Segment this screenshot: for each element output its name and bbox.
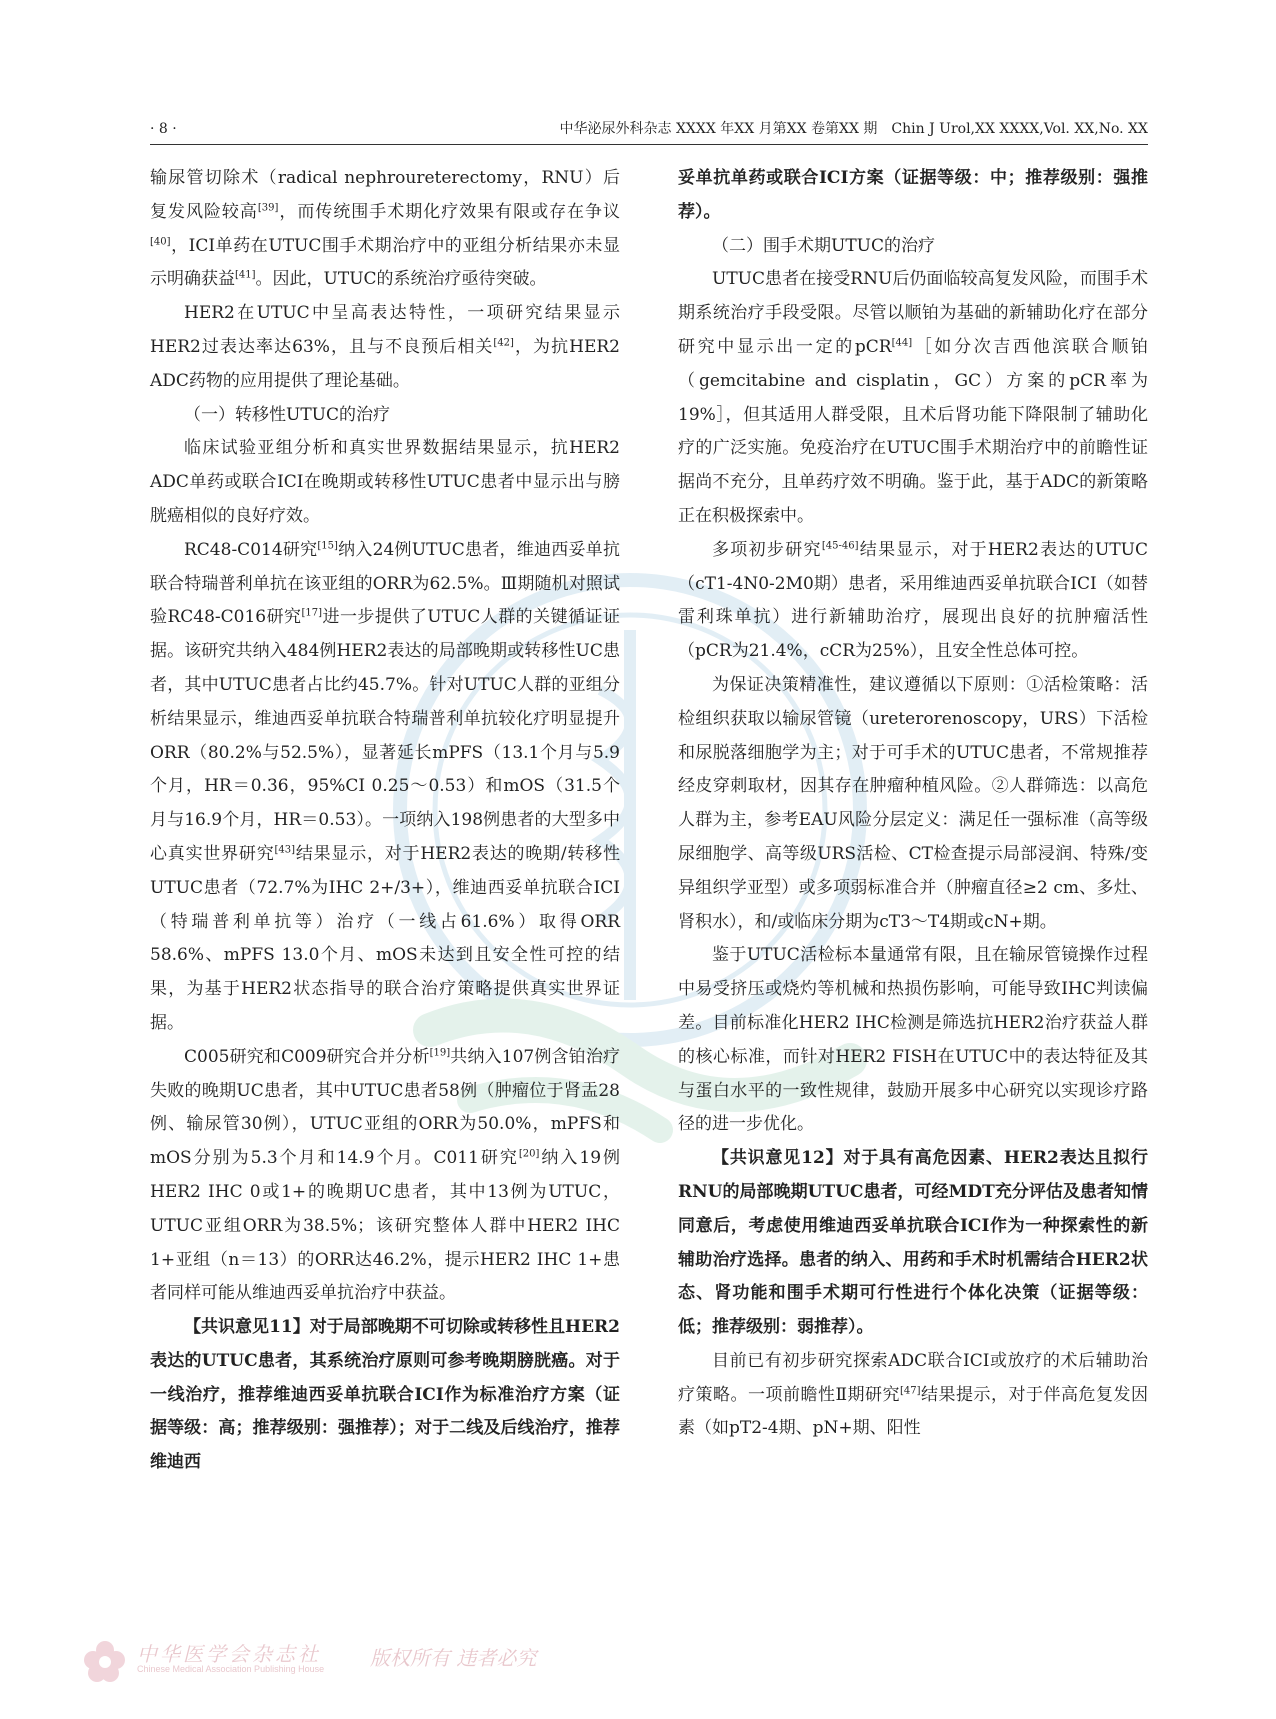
page-number: · 8 · <box>150 121 177 137</box>
paragraph: 目前已有初步研究探索ADC联合ICI或放疗的术后辅助治疗策略。一项前瞻性Ⅱ期研究[47]结果提示，对于伴高危复发因素（如pT2-4期、pN+期、阳性 <box>678 1350 1148 1439</box>
consensus-12: 【共识意见12】对于具有高危因素、HER2表达且拟行RNU的局部晚期UTUC患者，可经MDT充分评估及患者知情同意后，考虑使用维迪西妥单抗联合ICI作为一种探索性的新辅助治疗选择。患者的纳入、用药和手术时机需结合HER2状态、肾功能和围手术期可行性进行个体化决策（证据等级：低；推荐级别：弱推荐）。 <box>678 1148 1148 1338</box>
copyright-slogan: 版权所有 违者必究 <box>370 1646 537 1670</box>
right-column <box>678 162 1148 1446</box>
paragraph: 输尿管切除术（radical nephroureterectomy，RNU）后复发风险较高[39]，而传统围手术期化疗效果有限或存在争议[40]，ICI单药在UTUC围手术期治疗中的亚组分析结果亦未显示明确获益[41]。因此，UTUC的系统治疗亟待突破。 <box>150 168 621 290</box>
paragraph: C005研究和C009研究合并分析[19]共纳入107例含铂治疗失败的晚期UC患者，其中UTUC患者58例（肿瘤位于肾盂28例、输尿管30例），UTUC亚组的ORR为50.0%，mPFS和mOS分别为5.3个月和14.9个月。C011研究[20]纳入19例HER2 IHC 0或1+的晚期UC患者，其中13例为UTUC，UTUC亚组ORR为38.5%；该研究整体人群中HER2 IHC 1+亚组（n＝13）的ORR达46.2%，提示HER2 IHC 1+患者同样可能从维迪西妥单抗治疗中获益。 <box>150 1046 620 1304</box>
consensus-11: 【共识意见11】对于局部晚期不可切除或转移性且HER2表达的UTUC患者，其系统治疗原则可参考晚期膀胱癌。对于一线治疗，推荐维迪西妥单抗联合ICI作为标准治疗方案（证据等级：高；推荐级别：强推荐）；对于二线及后线治疗，推荐维迪西 <box>150 1317 620 1473</box>
header-rule <box>150 144 1148 145</box>
section-heading: （一）转移性UTUC的治疗 <box>184 404 391 425</box>
paragraph: 为保证决策精准性，建议遵循以下原则：①活检策略：活检组织获取以输尿管镜（ureterorenoscopy，URS）下活检和尿脱落细胞学为主；对于可手术的UTUC患者，不常规推荐经皮穿刺取材，因其存在肿瘤种植风险。②人群筛选：以高危人群为主，参考EAU风险分层定义：满足任一强标准（高等级尿细胞学、高等级URS活检、CT检查提示局部浸润、特殊/变异组织学亚型）或多项弱标准合并（肿瘤直径≥2 cm、多灶、肾积水），和/或临床分期为cT3～T4期或cN+期。 <box>678 674 1148 932</box>
paragraph: 临床试验亚组分析和真实世界数据结果显示，抗HER2 ADC单药或联合ICI在晚期或转移性UTUC患者中显示出与膀胱癌相似的良好疗效。 <box>150 438 620 526</box>
publisher-name: 中华医学会杂志社 <box>137 1642 321 1666</box>
paragraph: HER2在UTUC中呈高表达特性，一项研究结果显示HER2过表达率达63%，且与不良预后相关[42]，为抗HER2 ADC药物的应用提供了理论基础。 <box>150 303 620 391</box>
publisher-watermark <box>82 1638 602 1688</box>
section-heading: （二）围手术期UTUC的治疗 <box>712 235 936 256</box>
flower-logo-icon <box>82 1638 128 1684</box>
publisher-name-en: Chinese Medical Association Publishing House <box>137 1664 325 1674</box>
paragraph: 鉴于UTUC活检标本量通常有限，且在输尿管镜操作过程中易受挤压或烧灼等机械和热损伤影响，可能导致IHC判读偏差。目前标准化HER2 IHC检测是筛选抗HER2治疗获益人群的核心标准，而针对HER2 FISH在UTUC中的表达特征及其与蛋白水平的一致性规律，鼓励开展多中心研究以实现诊疗路径的进一步优化。 <box>678 945 1148 1135</box>
journal-citation: 中华泌尿外科杂志 XXXX 年XX 月第XX 卷第XX 期 Chin J Urol,XX XXXX,Vol. XX,No. XX <box>559 121 1148 137</box>
left-column <box>150 162 620 1480</box>
page-header <box>150 118 1148 140</box>
paragraph: UTUC患者在接受RNU后仍面临较高复发风险，而围手术期系统治疗手段受限。尽管以顺铂为基础的新辅助化疗在部分研究中显示出一定的pCR[44]［如分次吉西他滨联合顺铂（gemcitabine and cisplatin，GC）方案的pCR率为19%］，但其适用人群受限，且术后肾功能下降限制了辅助化疗的广泛实施。免疫治疗在UTUC围手术期治疗中的前瞻性证据尚不充分，且单药疗效不明确。鉴于此，基于ADC的新策略正在积极探索中。 <box>678 269 1148 526</box>
paragraph: RC48-C014研究[15]纳入24例UTUC患者，维迪西妥单抗联合特瑞普利单抗在该亚组的ORR为62.5%。Ⅲ期随机对照试验RC48-C016研究[17]进一步提供了UTUC人群的关键循证证据。该研究共纳入484例HER2表达的局部晚期或转移性UC患者，其中UTUC患者占比约45.7%。针对UTUC人群的亚组分析结果显示，维迪西妥单抗联合特瑞普利单抗较化疗明显提升ORR（80.2%与52.5%），显著延长mPFS（13.1个月与5.9个月，HR＝0.36，95%CI 0.25～0.53）和mOS（31.5个月与16.9个月，HR＝0.53）。一项纳入198例患者的大型多中心真实世界研究[43]结果显示，对于HER2表达的晚期/转移性UTUC患者（72.7%为IHC 2+/3+），维迪西妥单抗联合ICI（特瑞普利单抗等）治疗（一线占61.6%）取得ORR 58.6%、mPFS 13.0个月、mOS未达到且安全性可控的结果，为基于HER2状态指导的联合治疗策略提供真实世界证据。 <box>150 539 621 1033</box>
paragraph: 多项初步研究[45-46]结果显示，对于HER2表达的UTUC（cT1-4N0-2M0期）患者，采用维迪西妥单抗联合ICI（如替雷利珠单抗）进行新辅助治疗，展现出良好的抗肿瘤活性（pCR为21.4%，cCR为25%），且安全性总体可控。 <box>678 539 1149 662</box>
consensus-11-continued: 妥单抗单药或联合ICI方案（证据等级：中；推荐级别：强推荐）。 <box>678 168 1148 222</box>
